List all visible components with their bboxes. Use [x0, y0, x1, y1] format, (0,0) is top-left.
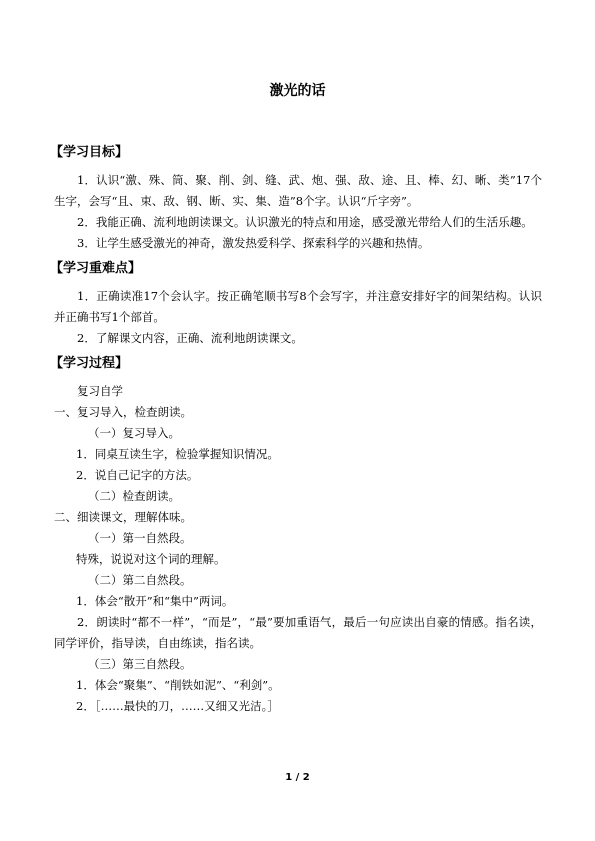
process-line: 1．同桌互读生字，检验掌握知识情况。: [76, 447, 279, 461]
process-substep: （二）第二自然段。: [88, 573, 192, 587]
process-step-heading: 二、细读课文，理解体味。: [54, 510, 192, 524]
process-substep: （一）复习导入。: [88, 426, 180, 440]
process-step-heading: 一、复习导入，检查朗读。: [54, 405, 192, 419]
process-line: 1．体会“散开”和“集中”两词。: [76, 594, 234, 608]
process-subtitle: 复习自学: [77, 384, 123, 398]
process-substep: （二）检查朗读。: [88, 489, 180, 503]
process-line: 1．体会“聚集”、“削铁如泥”、“利剑”。: [76, 678, 280, 692]
goal-item-1: 1．认识“激、殊、筒、聚、削、剑、缝、武、炮、强、敌、途、且、棒、幻、晰、类”17个生字，会写“且、束、敌、钢、断、实、集、造”8个字。认识“斤字旁”。: [54, 173, 542, 208]
section-heading-goals: 【学习目标】: [50, 145, 129, 160]
goal-item-3: 3．让学生感受激光的神奇，激发热爱科学、探索科学的兴趣和热情。: [77, 236, 430, 250]
section-heading-key-points: 【学习重难点】: [50, 261, 142, 276]
process-substep: （三）第三自然段。: [88, 657, 192, 671]
key-point-item-2: 2．了解课文内容，正确、流利地朗读课文。: [77, 331, 303, 345]
page-number: 1 / 2: [285, 772, 310, 783]
process-line: 特殊，说说对这个词的理解。: [76, 552, 226, 566]
key-point-item-1: 1．正确读准17个会认字。按正确笔顺书写8个会写字，并注意安排好字的间架结构。认识并正确书写1个部首。: [54, 289, 542, 324]
goal-item-2: 2．我能正确、流利地朗读课文。认识激光的特点和用途，感受激光带给人们的生活乐趣。: [77, 215, 533, 229]
process-line: 2．［……最快的刀，……又细又光洁。］: [76, 699, 279, 713]
process-line: 2．说自己记字的方法。: [76, 468, 199, 482]
process-line: 2．朗读时“都不一样”，“而是”，“最”要加重语气，最后一句应读出自豪的情感。指名读，同学评价，指导读，自由练读，指名读。: [54, 615, 542, 650]
section-heading-process: 【学习过程】: [50, 356, 129, 371]
document-body: [50, 144, 542, 717]
process-substep: （一）第一自然段。: [88, 531, 192, 545]
page-title: 激光的话: [269, 83, 326, 99]
